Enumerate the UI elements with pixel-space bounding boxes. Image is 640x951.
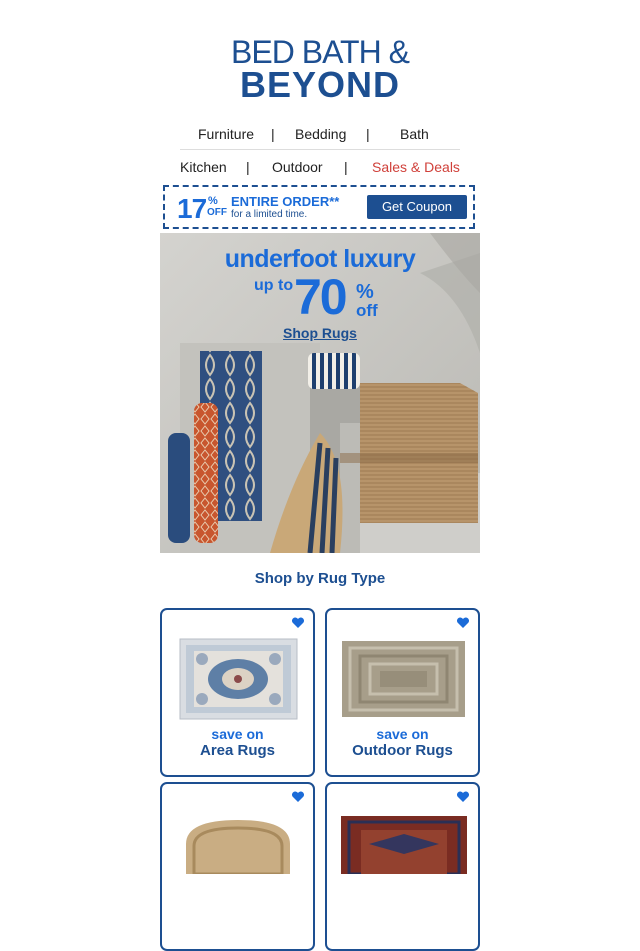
- shop-rugs-link[interactable]: Shop Rugs: [283, 325, 357, 341]
- coupon-percent-sign: %: [208, 195, 218, 207]
- hero-title: underfoot luxury: [224, 245, 416, 273]
- card-save-label: save on: [376, 726, 429, 742]
- nav-separator: |: [366, 126, 370, 142]
- card-area-rugs[interactable]: [160, 608, 315, 777]
- outdoor-rug-image: [341, 640, 466, 718]
- brand-logo[interactable]: [0, 34, 640, 105]
- section-title: Shop by Rug Type: [254, 570, 386, 587]
- card-vintage-rugs[interactable]: [325, 782, 480, 951]
- nav-divider: [180, 149, 460, 150]
- logo-line-1: BED BATH &: [231, 34, 409, 70]
- half-round-rug-image: [182, 814, 294, 874]
- nav-separator: |: [246, 159, 250, 175]
- card-type-label: Area Rugs: [199, 742, 276, 759]
- card-doormat-rugs[interactable]: [160, 782, 315, 951]
- nav-separator: |: [271, 126, 275, 142]
- coupon-subline: for a limited time.: [231, 209, 308, 220]
- nav-item-bedding[interactable]: Bedding: [295, 126, 347, 142]
- persian-rug-image: [339, 814, 469, 874]
- card-type-label: Outdoor Rugs: [352, 742, 453, 759]
- nav-separator: |: [344, 159, 348, 175]
- nav-item-bath[interactable]: Bath: [400, 126, 429, 142]
- get-coupon-button[interactable]: Get Coupon: [367, 195, 467, 219]
- card-save-label: save on: [211, 726, 264, 742]
- heart-icon: [291, 617, 305, 629]
- nav-item-outdoor[interactable]: Outdoor: [272, 159, 323, 175]
- heart-icon: [291, 791, 305, 803]
- coupon-headline: ENTIRE ORDER**: [231, 194, 340, 209]
- heart-icon: [456, 791, 470, 803]
- nav-item-furniture[interactable]: Furniture: [198, 126, 255, 142]
- area-rug-image: [178, 637, 299, 721]
- heart-icon: [456, 617, 470, 629]
- logo-line-2: BEYOND: [239, 64, 401, 105]
- hero-discount-number: 70: [294, 269, 346, 325]
- hero-percent-sign: %: [356, 281, 374, 303]
- hero-off: off: [356, 301, 378, 320]
- coupon-banner[interactable]: [163, 185, 475, 229]
- nav-item-sales-deals[interactable]: Sales & Deals: [372, 159, 460, 175]
- coupon-off: OFF: [207, 207, 227, 218]
- coupon-percent: 17: [177, 193, 207, 224]
- hero-banner[interactable]: [160, 233, 480, 553]
- hero-up-to: up to: [254, 277, 294, 294]
- nav-item-kitchen[interactable]: Kitchen: [180, 159, 227, 175]
- card-outdoor-rugs[interactable]: [325, 608, 480, 777]
